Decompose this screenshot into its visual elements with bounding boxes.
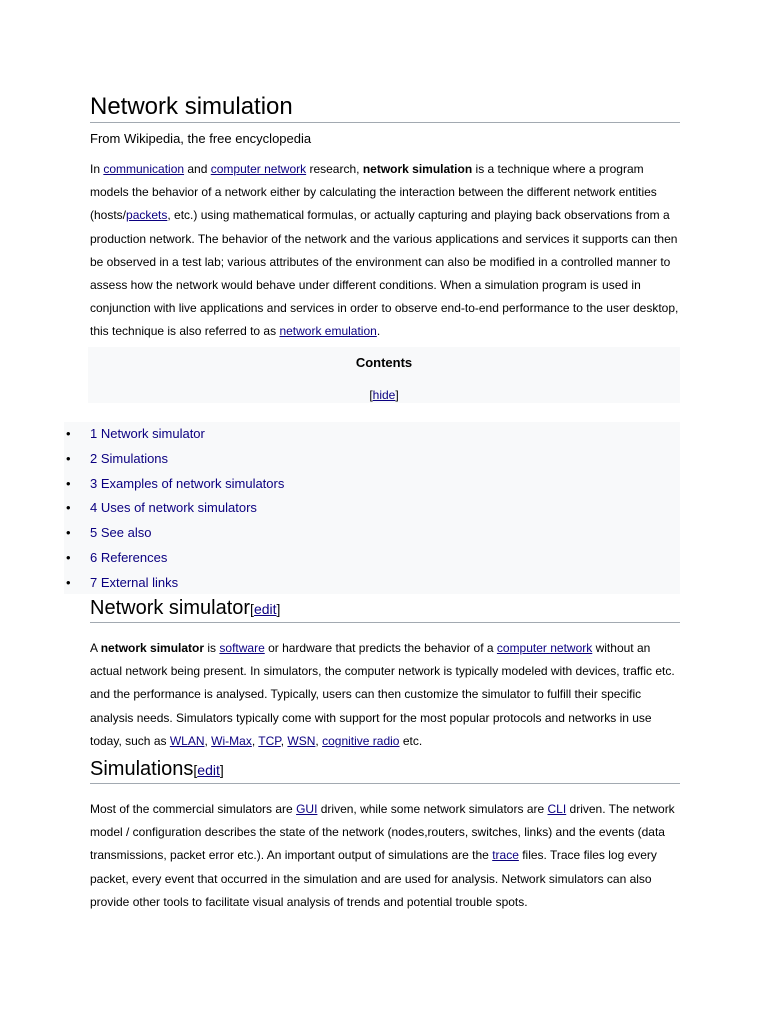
toc-item xyxy=(64,447,680,472)
toc-link-network-simulator[interactable]: 1 Network simulator xyxy=(90,426,205,441)
toc-link-simulations[interactable]: 2 Simulations xyxy=(90,450,169,466)
toc-header xyxy=(88,347,680,403)
body-text: Most of the commercial simulators are xyxy=(90,802,297,816)
toc-link-uses[interactable]: 4 Uses of network simulators xyxy=(90,500,257,516)
intro-text: In xyxy=(90,162,104,176)
toc-item xyxy=(64,571,680,596)
toc-title: Contents xyxy=(355,355,413,370)
toc-link-examples[interactable]: 3 Examples of network simulators xyxy=(90,475,285,491)
link-packets[interactable]: packets xyxy=(126,208,168,223)
link-wsn[interactable]: WSN xyxy=(287,733,316,748)
intro-text: research, xyxy=(306,162,363,176)
bullet-icon: • xyxy=(66,475,71,491)
link-tcp[interactable]: TCP xyxy=(258,733,281,748)
bracket: [ xyxy=(369,388,373,402)
bracket: ] xyxy=(219,762,224,778)
link-trace[interactable]: trace xyxy=(492,848,519,863)
body-text: driven, while some network simulators are xyxy=(317,802,548,816)
intro-text: and xyxy=(184,162,211,176)
link-cognitive-radio[interactable]: cognitive radio xyxy=(322,733,400,748)
section-heading-simulations xyxy=(90,756,680,784)
body-text: , xyxy=(280,733,288,748)
intro-text: . xyxy=(376,324,381,339)
link-computer-network[interactable]: computer network xyxy=(210,162,307,176)
network-simulator-paragraph xyxy=(90,637,682,753)
link-gui[interactable]: GUI xyxy=(296,802,318,816)
intro-paragraph xyxy=(90,158,682,344)
edit-control xyxy=(193,762,223,778)
body-text: files. Trace files log every packet, every event that occurred in the simulation and are used for analysis. Network simulators can also provide other tools to facilitate visual analysis of trends and potential trouble spots. xyxy=(90,848,657,909)
toc-item xyxy=(64,472,680,497)
bracket: ] xyxy=(395,388,399,402)
body-text: etc. xyxy=(399,733,423,748)
bullet-icon: • xyxy=(66,450,71,466)
body-text: without an actual network being present. In simulators, the computer network is typically modeled with devices, traffic etc. and the performance is analysed. Typically, users can then customize the simulator to fulfill their specific analysis needs. Simulators typically come with support for the most popular protocols and networks in use today, such as xyxy=(90,641,675,748)
bullet-icon: • xyxy=(66,574,71,590)
toc-link-see-also[interactable]: 5 See also xyxy=(90,525,152,541)
body-text: , xyxy=(204,733,212,748)
simulations-paragraph xyxy=(90,798,682,914)
tagline: From Wikipedia, the free encyclopedia xyxy=(90,131,312,146)
body-text: is xyxy=(204,641,220,655)
toc-link-references[interactable]: 6 References xyxy=(90,549,168,565)
section-heading-text: Network simulator xyxy=(90,597,251,619)
toc-list xyxy=(64,422,680,594)
link-computer-network[interactable]: computer network xyxy=(496,641,593,655)
toc-item xyxy=(64,496,680,521)
bracket: [ xyxy=(193,762,198,778)
bracket: [ xyxy=(250,601,254,617)
body-text: or hardware that predicts the behavior of a xyxy=(264,641,497,655)
link-wimax[interactable]: Wi-Max xyxy=(211,733,252,748)
bold-term-network-simulator: network simulator xyxy=(100,641,205,655)
toc-hide-link[interactable]: hide xyxy=(372,388,396,402)
link-cli[interactable]: CLI xyxy=(547,802,567,816)
toc-hide-control xyxy=(88,387,680,403)
intro-text: is a technique where a program models the behavior of a network either by calculating the interaction between the different network entities (hosts/ xyxy=(90,162,657,223)
body-text: , xyxy=(251,733,259,748)
link-wlan[interactable]: WLAN xyxy=(169,733,205,748)
edit-link[interactable]: edit xyxy=(253,601,277,617)
toc-item xyxy=(64,546,680,571)
link-communication[interactable]: communication xyxy=(103,162,185,176)
body-text: driven. The network model / configuration describes the state of the network (nodes,routers, switches, links) and the events (data transmissions, packet error etc.). An important output of simulations are the xyxy=(90,802,675,863)
bullet-icon: • xyxy=(66,426,71,441)
bullet-icon: • xyxy=(66,549,71,565)
edit-link[interactable]: edit xyxy=(197,762,220,778)
page-title: Network simulation xyxy=(90,92,680,123)
bold-term-network-simulation: network simulation xyxy=(362,162,473,176)
bracket: ] xyxy=(276,601,281,617)
link-network-emulation[interactable]: network emulation xyxy=(279,324,377,339)
body-text: , xyxy=(315,733,323,748)
bullet-icon: • xyxy=(66,500,71,516)
section-heading-text: Simulations xyxy=(90,758,194,780)
toc-item xyxy=(64,422,680,447)
bullet-icon: • xyxy=(66,525,71,541)
toc-link-external-links[interactable]: 7 External links xyxy=(90,574,179,590)
link-software[interactable]: software xyxy=(219,641,265,655)
intro-text: , etc.) using mathematical formulas, or actually capturing and playing back observations from a production network. The behavior of the network and the various applications and services it supports can then be observed in a test lab; various attributes of the environment can also be modified in a controlled manner to assess how the network would behave under different conditions. When a simulation program is used in conjunction with live applications and services in order to observe end-to-end performance to the user desktop, this technique is also referred to as xyxy=(90,208,679,339)
section-heading-network-simulator xyxy=(90,595,680,623)
toc-item xyxy=(64,521,680,546)
edit-control xyxy=(250,601,280,617)
body-text: A xyxy=(90,641,101,655)
